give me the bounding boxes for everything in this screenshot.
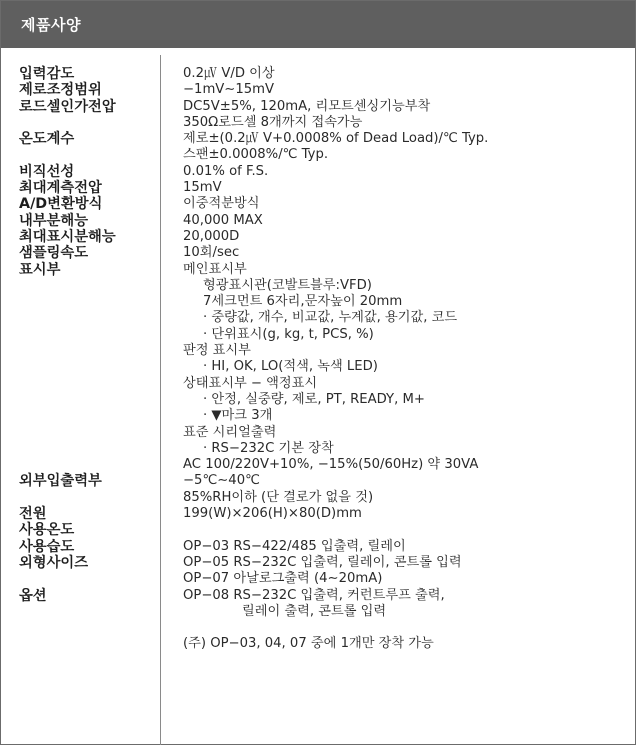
- label-zero-adjust-range: 제로조정범위: [19, 82, 102, 99]
- label-sampling-rate: 샘플링속도: [19, 245, 89, 262]
- label-blank: [19, 278, 157, 294]
- value-status-marks: · ▼마크 3개: [203, 408, 273, 424]
- label-blank: [19, 490, 157, 506]
- label-blank: [19, 294, 157, 310]
- label-max-measure-voltage: 최대계측전압: [19, 180, 102, 197]
- label-blank: [19, 310, 157, 326]
- value-status-items: · 안정, 실중량, 제로, PT, READY, M+: [203, 391, 425, 407]
- value-option-op08-cont: 릴레이 출력, 콘트롤 입력: [242, 603, 387, 619]
- value-zero-adjust-range: −1mV∼15mV: [183, 82, 275, 98]
- label-external-io: 외부입출력부: [19, 473, 102, 490]
- label-blank: [19, 376, 157, 392]
- label-blank: [19, 392, 157, 408]
- value-input-sensitivity: 0.2㎶ V/D 이상: [183, 66, 275, 81]
- value-option-op05: OP−05 RS−232C 입출력, 릴레이, 콘트롤 입력: [183, 554, 462, 570]
- label-blank: [19, 327, 157, 343]
- value-option-op07: OP−07 아날로그출력 (4∼20mA): [183, 571, 383, 587]
- label-operating-humidity: 사용습도: [19, 538, 75, 555]
- page-title: 제품사양: [21, 16, 81, 34]
- value-temp-coefficient-span: 스팬±0.0008%/℃ Typ.: [183, 147, 329, 163]
- label-blank: [19, 408, 157, 424]
- value-display-items: · 중량값, 개수, 비교값, 누계값, 용기값, 코드: [203, 310, 458, 326]
- value-ad-conversion: 이중적분방식: [183, 196, 260, 212]
- value-serial-output: 표준 시리얼출력: [183, 424, 277, 440]
- value-operating-temperature: −5℃∼40℃: [183, 473, 260, 489]
- label-options: 옵션: [19, 587, 47, 604]
- value-dimensions: 199(W)×206(H)×80(D)mm: [183, 506, 362, 522]
- label-input-sensitivity: 입력감도: [19, 66, 75, 82]
- label-blank: [19, 115, 157, 131]
- header-bar: [1, 1, 635, 48]
- value-blank: [183, 522, 623, 538]
- label-operating-temperature: 사용온도: [19, 522, 75, 539]
- label-power: 전원: [19, 506, 47, 523]
- spec-values-column: [183, 66, 623, 653]
- value-status-display: 상태표시부 − 액정표시: [183, 375, 318, 391]
- value-unit-display: · 단위표시(g, kg, t, PCS, %): [203, 326, 374, 342]
- label-nonlinearity: 비직선성: [19, 163, 75, 180]
- value-blank: [183, 620, 623, 636]
- value-judgement-led: · HI, OK, LO(적색, 녹색 LED): [203, 359, 378, 375]
- value-rs232c-standard: · RS−232C 기본 장착: [203, 440, 334, 456]
- label-blank: [19, 571, 157, 587]
- value-option-note: (주) OP−03, 04, 07 중에 1개만 장착 가능: [183, 636, 434, 652]
- label-blank: [19, 359, 157, 375]
- label-ad-conversion: A/D변환방식: [19, 196, 103, 213]
- label-internal-resolution: 내부분해능: [19, 212, 89, 229]
- value-main-display: 메인표시부: [183, 261, 247, 277]
- value-temp-coefficient-zero: 제로±(0.2㎶ V+0.0008% of Dead Load)/℃ Typ.: [183, 131, 489, 147]
- value-judgement-display: 판정 표시부: [183, 343, 251, 359]
- value-vfd: 형광표시관(코발트블루:VFD): [203, 277, 372, 293]
- value-sampling-rate: 10회/sec: [183, 245, 240, 261]
- label-loadcell-excitation: 로드셀인가전압: [19, 98, 116, 115]
- value-max-measure-voltage: 15mV: [183, 180, 222, 196]
- label-blank: [19, 343, 157, 359]
- value-internal-resolution: 40,000 MAX: [183, 212, 263, 228]
- value-option-op08: OP−08 RS−232C 입출력, 커런트루프 출력,: [183, 587, 445, 603]
- label-blank: [19, 441, 157, 457]
- value-loadcell-excitation: DC5V±5%, 120mA, 리모트센싱기능부착: [183, 98, 431, 114]
- value-power: AC 100/220V+10%, −15%(50/60Hz) 약 30VA: [183, 457, 479, 473]
- value-loadcell-count: 350Ω로드셀 8개까지 접속가능: [183, 114, 363, 130]
- label-display: 표시부: [19, 261, 61, 278]
- label-blank: [19, 147, 157, 163]
- label-blank: [19, 457, 157, 473]
- spec-labels-column: [19, 66, 157, 604]
- column-divider: [160, 55, 161, 745]
- label-max-display-resolution: 최대표시분해능: [19, 228, 116, 245]
- value-nonlinearity: 0.01% of F.S.: [183, 163, 269, 179]
- value-segment-digits: 7세크먼트 6자리,문자높이 20mm: [203, 294, 403, 310]
- label-blank: [19, 425, 157, 441]
- label-temperature-coefficient: 온도계수: [19, 131, 75, 148]
- value-max-display-resolution: 20,000D: [183, 228, 240, 244]
- value-option-op03: OP−03 RS−422/485 입출력, 릴레이: [183, 538, 406, 554]
- value-operating-humidity: 85%RH이하 (단 결로가 없을 것): [183, 489, 374, 505]
- label-dimensions: 외형사이즈: [19, 554, 89, 571]
